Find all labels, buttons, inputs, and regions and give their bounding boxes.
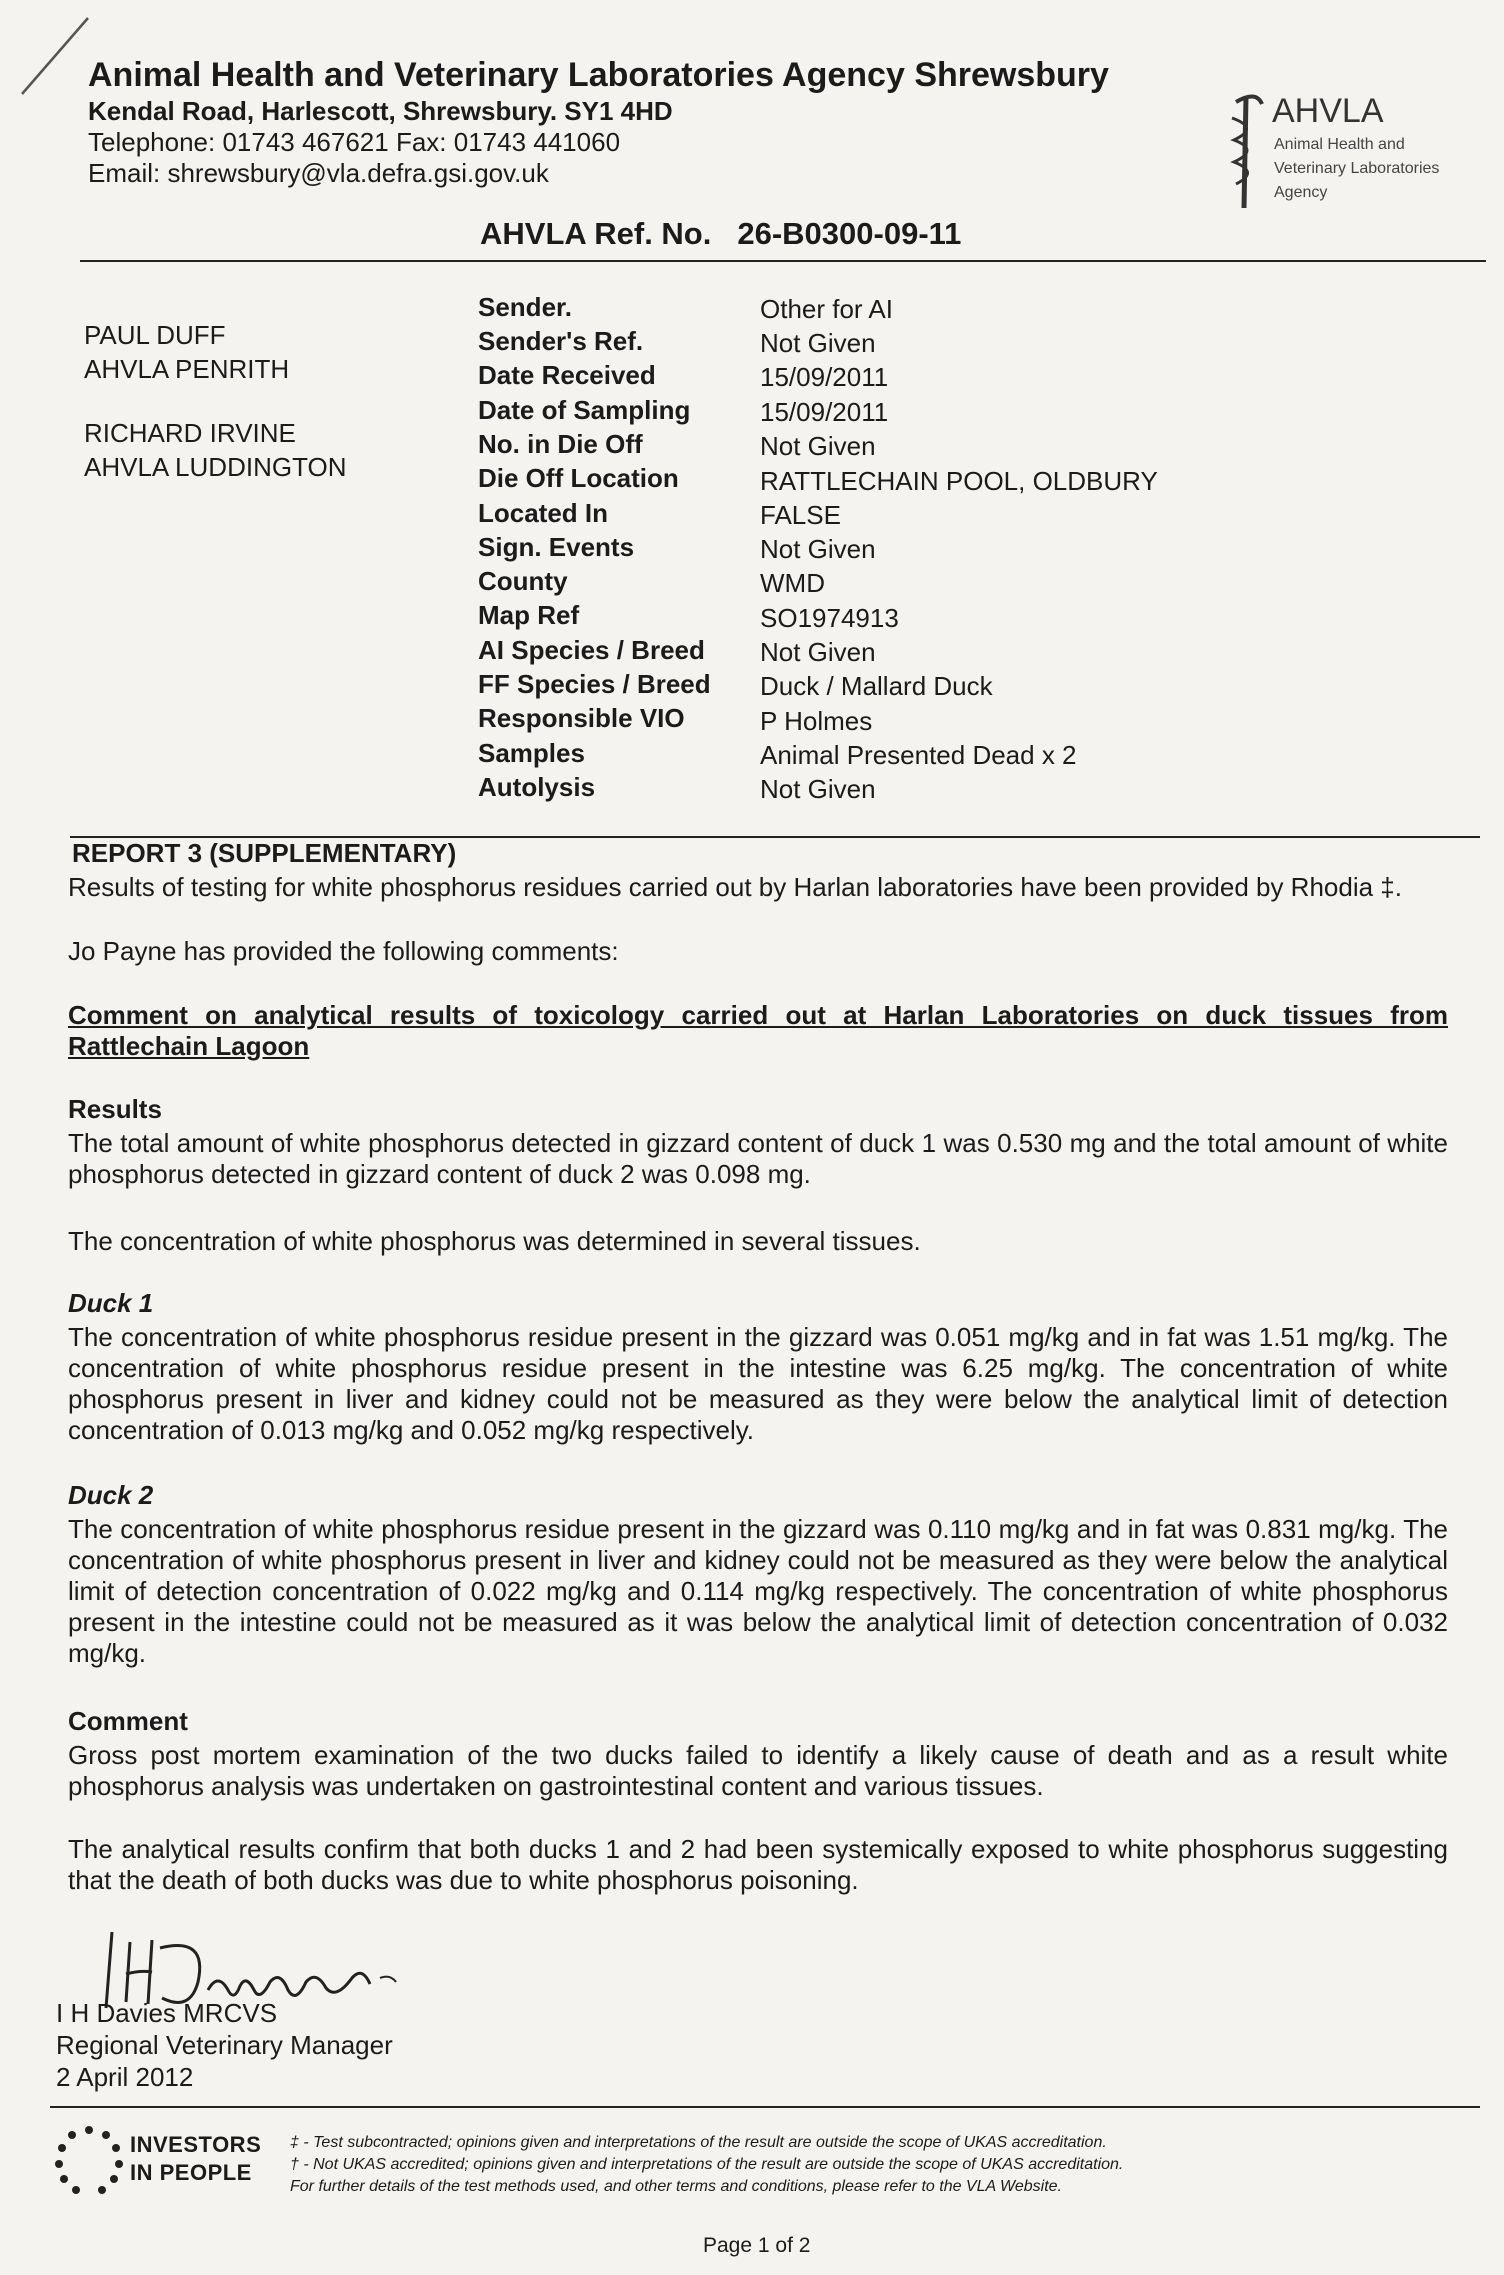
signatory-name: I H Davies MRCVS <box>56 1998 278 2028</box>
page-number: Page 1 of 2 <box>703 2234 811 2257</box>
investors-in-people-wreath-icon <box>50 2122 128 2200</box>
detail-label: AI Species / Breed <box>478 635 705 665</box>
duck2-paragraph: The concentration of white phosphorus residue present in the gizzard was 0.110 mg/kg and in fat was 0.831 mg/kg. The concentration of white phosphorus present in liver and kidney could not be measured as they were below the analytical limit of detection concentration of 0.022 mg/kg and 0.114 mg/kg respectively. The concentration of white phosphorus present in the intestine could not be measured as it was below the analytical limit of detection concentration of 0.032 mg/kg. <box>68 1514 1448 1668</box>
detail-value: 15/09/2011 <box>760 397 889 427</box>
detail-label: Sender. <box>478 292 572 322</box>
detail-label: County <box>478 566 568 596</box>
org-address: Kendal Road, Harlescott, Shrewsbury. SY1 4HD <box>88 96 673 126</box>
org-email: Email: shrewsbury@vla.defra.gsi.gov.uk <box>88 158 549 188</box>
detail-value: WMD <box>760 568 825 598</box>
results-heading: Results <box>68 1094 162 1124</box>
detail-label: Autolysis <box>478 772 596 802</box>
recipient-line: RICHARD IRVINE <box>84 418 296 448</box>
report-intro: Results of testing for white phosphorus residues carried out by Harlan laboratories have been provided by Rhodia ‡. <box>68 872 1402 902</box>
logo-line-3: Agency <box>1274 184 1328 201</box>
detail-value: FALSE <box>760 500 841 530</box>
comment-heading: Comment <box>68 1706 188 1736</box>
results-paragraph: The concentration of white phosphorus was determined in several tissues. <box>68 1226 921 1256</box>
footnote-not-accredited: † - Not UKAS accredited; opinions given and interpretations of the result are outside the scope of UKAS accreditation. <box>290 2156 1124 2173</box>
reference-line <box>480 216 961 252</box>
detail-value: Not Given <box>760 431 876 461</box>
duck1-heading: Duck 1 <box>68 1288 154 1318</box>
recipient-line: AHVLA PENRITH <box>84 354 290 384</box>
footer-divider <box>50 2106 1480 2108</box>
comment-paragraph: The analytical results confirm that both ducks 1 and 2 had been systemically exposed to white phosphorus suggesting that the death of both ducks was due to white phosphorus poisoning. <box>68 1834 1448 1895</box>
report-date: 2 April 2012 <box>56 2062 194 2092</box>
detail-label: Samples <box>478 738 585 768</box>
detail-value: Not Given <box>760 774 876 804</box>
header-divider <box>80 260 1486 262</box>
duck1-paragraph: The concentration of white phosphorus residue present in the gizzard was 0.051 mg/kg and in fat was 1.51 mg/kg. The concentration of white phosphorus residue present in the intestine was 6.25 mg/kg. The concentration of white phosphorus present in liver and kidney could not be measured as they were below the analytical limit of detection concentration of 0.013 mg/kg and 0.052 mg/kg respectively. <box>68 1322 1448 1445</box>
detail-value: Not Given <box>760 328 876 358</box>
reference-number: 26-B0300-09-11 <box>737 216 962 251</box>
detail-value: SO1974913 <box>760 603 899 633</box>
detail-value: Not Given <box>760 637 876 667</box>
report-heading: REPORT 3 (SUPPLEMENTARY) <box>72 838 457 868</box>
detail-label: No. in Die Off <box>478 429 643 459</box>
detail-label: Responsible VIO <box>478 703 685 733</box>
org-name: Animal Health and Veterinary Laboratories Agency Shrewsbury <box>88 56 1109 94</box>
detail-label: Sender's Ref. <box>478 326 644 356</box>
investors-in-people-line-1: INVESTORS <box>130 2132 262 2157</box>
footnote-further-details: For further details of the test methods used, and other terms and conditions, please refer to the VLA Website. <box>290 2178 1062 2195</box>
detail-value: P Holmes <box>760 706 873 736</box>
logo-line-1: Animal Health and <box>1274 136 1405 153</box>
detail-label: Date of Sampling <box>478 395 691 425</box>
reference-label: AHVLA Ref. No. <box>480 216 712 251</box>
detail-label: Sign. Events <box>478 532 635 562</box>
results-paragraph: The total amount of white phosphorus detected in gizzard content of duck 1 was 0.530 mg and the total amount of white phosphorus detected in gizzard content of duck 2 was 0.098 mg. <box>68 1128 1448 1189</box>
detail-label: Date Received <box>478 360 656 390</box>
report-intro-2: Jo Payne has provided the following comments: <box>68 936 619 966</box>
recipient-line: PAUL DUFF <box>84 320 226 350</box>
investors-in-people-line-2: IN PEOPLE <box>130 2160 252 2185</box>
logo-name: AHVLA <box>1272 92 1384 130</box>
signatory-title: Regional Veterinary Manager <box>56 2030 393 2060</box>
footnote-subcontracted: ‡ - Test subcontracted; opinions given and interpretations of the result are outside the scope of UKAS accreditation. <box>290 2134 1107 2151</box>
detail-value: Not Given <box>760 534 876 564</box>
comment-title: Comment on analytical results of toxicology carried out at Harlan Laboratories on duck tissues from Rattlechain Lagoon <box>68 1000 1448 1061</box>
detail-label: FF Species / Breed <box>478 669 711 699</box>
detail-label: Map Ref <box>478 600 580 630</box>
detail-label: Die Off Location <box>478 463 679 493</box>
logo-line-2: Veterinary Laboratories <box>1274 160 1440 177</box>
org-telephone: Telephone: 01743 467621 Fax: 01743 441060 <box>88 127 621 157</box>
comment-paragraph: Gross post mortem examination of the two ducks failed to identify a likely cause of death and as a result white phosphorus analysis was undertaken on gastrointestinal content and various tissues. <box>68 1740 1448 1801</box>
detail-value: 15/09/2011 <box>760 362 889 392</box>
detail-value: Duck / Mallard Duck <box>760 671 993 701</box>
detail-value: Other for AI <box>760 294 893 324</box>
duck2-heading: Duck 2 <box>68 1480 154 1510</box>
detail-value: Animal Presented Dead x 2 <box>760 740 1077 770</box>
detail-label: Located In <box>478 498 609 528</box>
recipient-line: AHVLA LUDDINGTON <box>84 452 347 482</box>
detail-value: RATTLECHAIN POOL, OLDBURY <box>760 466 1158 496</box>
